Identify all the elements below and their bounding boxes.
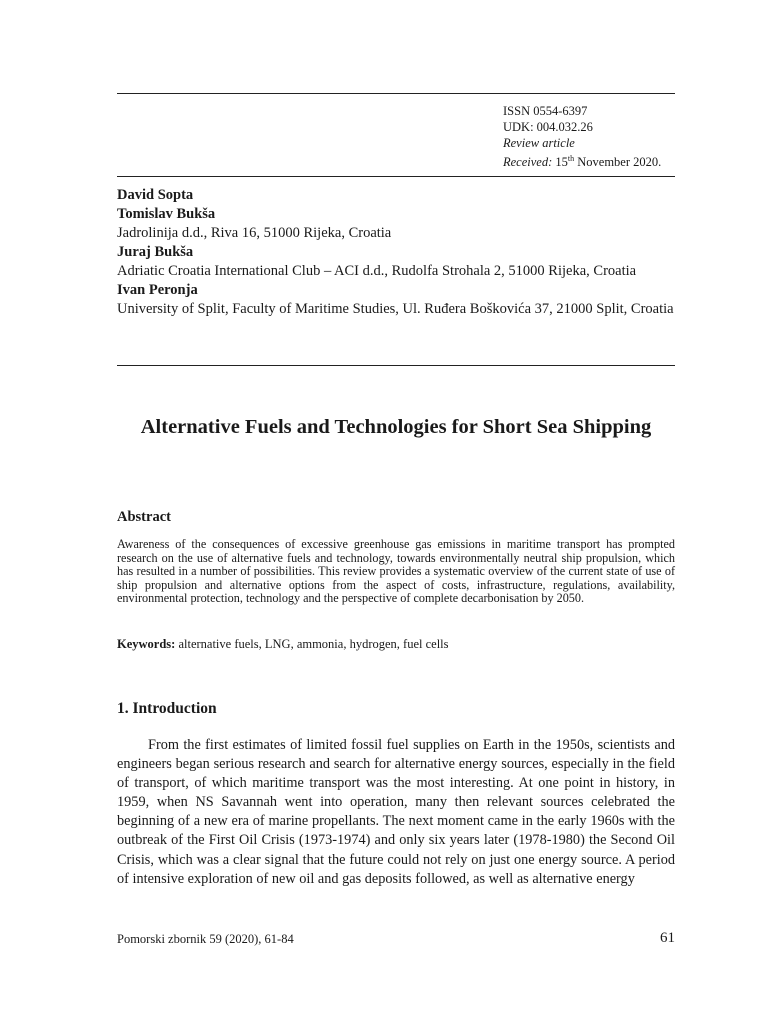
author-affiliation: Adriatic Croatia International Club – ACI d.d., Rudolfa Strohala 2, 51000 Rijeka, Croatia [117, 263, 637, 279]
author-name: Tomislav Bukša [117, 206, 216, 222]
keywords-label: Keywords: [117, 637, 176, 651]
author-affiliation: Jadrolinija d.d., Riva 16, 51000 Rijeka, Croatia [117, 225, 392, 241]
received-suffix: th [567, 154, 575, 163]
footer-journal: Pomorski zbornik 59 (2020), 61-84 [117, 932, 294, 946]
author-name: David Sopta [117, 187, 194, 203]
article-meta [503, 103, 675, 170]
author-name: Ivan Peronja [117, 282, 198, 298]
author-name: Juraj Bukša [117, 244, 194, 260]
udk: UDK: 004.032.26 [503, 120, 593, 134]
keywords [117, 636, 675, 652]
received-rest: November 2020. [577, 155, 662, 170]
author-affiliation: University of Split, Faculty of Maritime Studies, Ul. Ruđera Boškovića 37, 21000 Split, Croatia [117, 301, 674, 317]
top-rule [117, 93, 675, 94]
issn: ISSN 0554-6397 [503, 104, 588, 118]
received-label: Received: [503, 155, 553, 170]
page-number: 61 [660, 930, 675, 946]
paper-title: Alternative Fuels and Technologies for Short Sea Shipping [140, 416, 652, 438]
article-type: Review article [503, 136, 575, 150]
author-list [117, 186, 675, 319]
abstract-heading: Abstract [117, 509, 171, 525]
section-heading-introduction: 1. Introduction [117, 700, 217, 717]
authors-rule [117, 365, 675, 366]
received-date [503, 151, 675, 170]
meta-rule [117, 176, 675, 177]
keywords-text: alternative fuels, LNG, ammonia, hydrogen, fuel cells [178, 637, 449, 651]
introduction-paragraph: From the first estimates of limited fossil fuel supplies on Earth in the 1950s, scientists and engineers began serious research and search for alternative energy sources, especially in the field of transport, of which maritime transport was the most interesting. At one point in history, in 1959, when NS Savannah went into operation, many then relevant sources celebrated the beginning of a new era of marine propellants. The next moment came in the early 1960s with the outbreak of the First Oil Crisis (1973-1974) and only six years later (1978-1980) the Second Oil Crisis, which was a clear signal that the future could not rely on just one energy source. A period of intensive exploration of new oil and gas deposits followed, as well as alternative energy [117, 737, 675, 887]
abstract-text: Awareness of the consequences of excessive greenhouse gas emissions in maritime transport has prompted research on the use of alternative fuels and technology, towards environmentally neutral ship propulsion, which has resulted in a number of possibilities. This review provides a systematic overview of the current state of use of ship propulsion and alternative options from the aspect of costs, infrastructure, regulations, availability, environmental protection, technology and the perspective of complete decarbonisation by 2050. [117, 537, 675, 606]
received-day: 15 [555, 155, 568, 170]
